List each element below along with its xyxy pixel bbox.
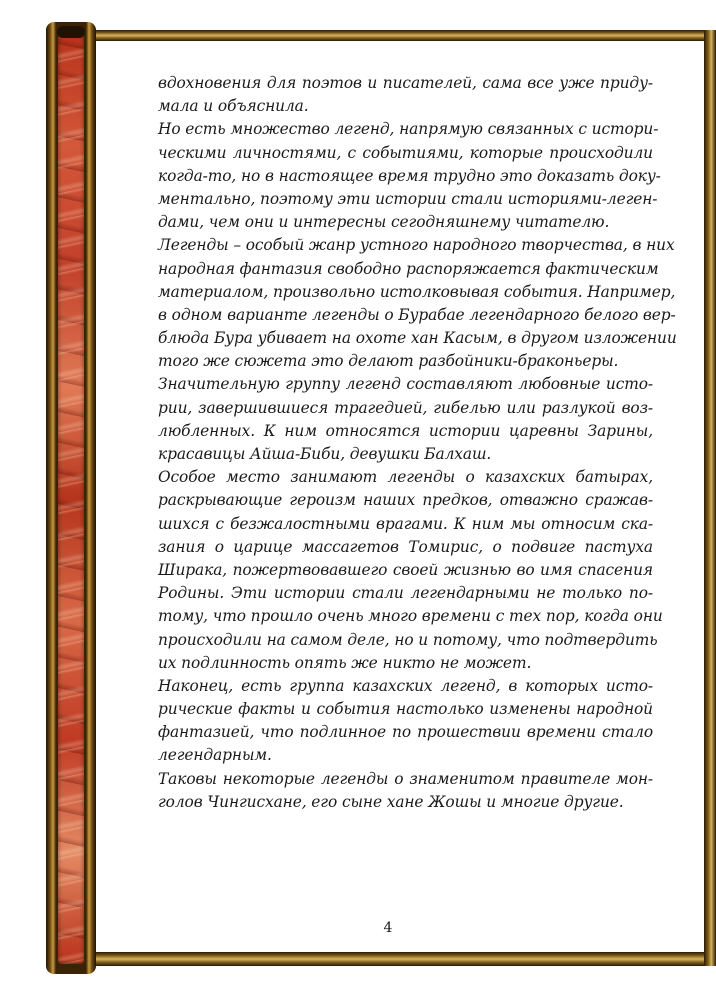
frame-bottom-border <box>60 952 716 966</box>
text-line: в одном варианте легенды о Бурабае легендарного белого вер- <box>158 305 676 324</box>
text-line: фантазией, что подлинное по прошествии времени стало <box>158 723 653 742</box>
text-line: Значительную группу легенд составляют любовные исто- <box>158 375 653 394</box>
text-line: шихся с безжалостными врагами. К ним мы относим ска- <box>158 514 653 533</box>
text-line: Родины. Эти истории стали легендарными не только по- <box>158 584 653 603</box>
text-line: Легенды – особый жанр устного народного творчества, в них <box>158 236 675 255</box>
text-line: их подлинность опять же никто не может. <box>158 653 532 672</box>
text-line: того же сюжета это делают разбойники-браконьеры. <box>158 352 619 371</box>
page-number: 4 <box>383 920 393 936</box>
text-line: раскрывающие героизм наших предков, отважно сражав- <box>158 491 653 510</box>
text-line: рические факты и события настолько изменены народной <box>158 700 653 719</box>
text-line: происходили на самом деле, но и потому, что подтвердить <box>158 630 658 649</box>
text-line: Ширака, пожертвовавшего своей жизнью во имя спасения <box>158 560 653 579</box>
marble-column-inlay <box>58 34 84 964</box>
text-line: когда-то, но в настоящее время трудно это доказать доку- <box>158 166 661 185</box>
text-line: мала и объяснила. <box>158 97 309 116</box>
text-line: Но есть множество легенд, напрямую связанных с истори- <box>158 120 659 139</box>
body-text <box>158 72 677 814</box>
text-line: дами, чем они и интересны сегодняшнему читателю. <box>158 213 610 232</box>
text-line: народная фантазия свободно распоряжается фактическим <box>158 259 659 278</box>
text-line: блюда Бура убивает на охоте хан Касым, в другом изложении <box>158 329 677 348</box>
text-line: легендарным. <box>158 746 272 765</box>
text-line: красавицы Айша-Биби, девушки Балхаш. <box>158 445 492 463</box>
text-line: Наконец, есть группа казахских легенд, в которых исто- <box>158 676 653 695</box>
frame-right-border <box>704 30 716 966</box>
text-line: Особое место занимают легенды о казахских батырах, <box>158 468 653 487</box>
text-line: ческими личностями, с событиями, которые происходили <box>158 143 653 162</box>
text-line: Таковы некоторые легенды о знаменитом правителе мон- <box>158 769 653 788</box>
text-line: тому, что прошло очень много времени с тех пор, когда они <box>158 607 663 626</box>
frame-top-border <box>60 30 716 41</box>
text-line: голов Чингисхане, его сыне хане Жошы и многие другие. <box>158 792 624 811</box>
column-cap <box>57 26 85 38</box>
text-line: зания о царице массагетов Томирис, о подвиге пастуха <box>158 537 653 556</box>
text-line: материалом, произвольно истолковывая события. Например, <box>158 282 676 301</box>
text-line: любленных. К ним относятся истории царевны Зарины, <box>158 421 653 440</box>
text-line: вдохновения для поэтов и писателей, сама все уже приду- <box>158 74 653 92</box>
text-line: рии, завершившиеся трагедией, гибелью или разлукой воз- <box>158 398 653 417</box>
text-line: ментально, поэтому эти истории стали историями-леген- <box>158 189 658 208</box>
